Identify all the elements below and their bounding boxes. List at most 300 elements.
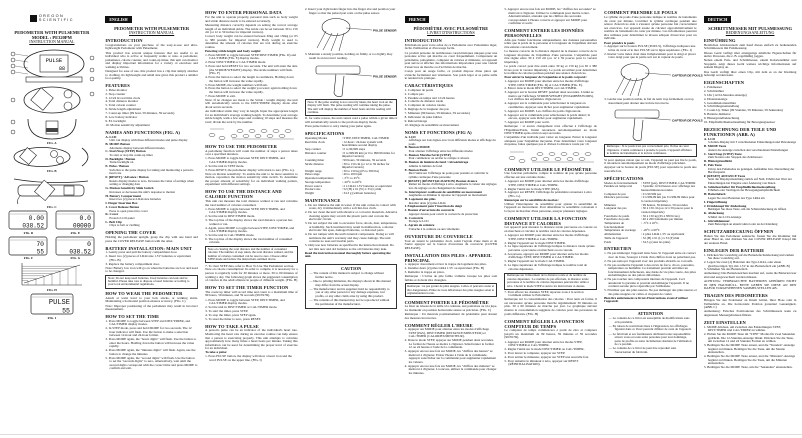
list-item: 8. Low battery indicator [105, 115, 138, 120]
paragraph: Remarque : si aucun changement n'est effectué à l'affichage de l'Enjambée/Poids, l'unité retournera automatiquement au mode DIST/TIMER après environ sept secondes. [504, 124, 597, 136]
list-item: 3. Uhr (12/24-Stunden-Anzeige) [703, 92, 747, 97]
pulse-sensor-label: CAPTEUR DE POULS [672, 118, 704, 123]
language-tab: ENGLISH [105, 16, 131, 23]
spec-label: Pendule en temps réel [604, 184, 633, 189]
item-description: Zum Starten oder Stoppen des Zeitmessers [707, 155, 763, 160]
lcd-line-2: 00000 [73, 222, 92, 230]
lcd-display [8, 210, 48, 230]
spec-row [305, 192, 398, 195]
note-box: Remarque : ne pas garder de piles usagées. Celles-ci peuvent couler et être dangereuses. Prière de vous débarrasser des piles usagées selon la réglementation locale. [405, 283, 498, 297]
manual-subtitle: LIVRET D'INSTRUCTIONS [427, 30, 475, 35]
spec-value: : 30 to 150 kg (65 to 380 lbs) [341, 168, 380, 173]
list-item: 2. Schrittzähler [703, 88, 724, 93]
subheading: K. Couvercle [404, 215, 424, 220]
list-item: 1. Compteur de pouls [404, 87, 433, 92]
paragraph: Appuyer sur le bouton de pouls (PULSE) pour reprendre le pouls une nouvelle fois. [604, 165, 697, 173]
spec-label: Pulse range [304, 172, 320, 177]
list-item: 10. Réglage de sensibilité au mouvement [404, 122, 459, 127]
section-heading: HOW TO TAKE A PULSE [205, 323, 259, 329]
battery-illustration [8, 146, 96, 168]
list-item: 5. Press MODE again, the "second digits" will flash. Use the button to set the "seconds digits" to zero. Alternatively, wait until the second digits correspond with the correct time and press MODE to confirm and exit. [105, 355, 198, 371]
figure-lcdpair [5, 210, 99, 235]
list-item: 7. Count-Up Timer (99 Stunden, 59 Minuten, 59 Sekunden) [703, 108, 783, 113]
paragraph: Une fonction pédomètre compte le nombre de pas qu'une personne effectue sur une certaine durée. [504, 171, 597, 179]
subheading: G. Interrupteur coulissant de sensibilité au mouvement [404, 189, 483, 194]
list-item: 5. To reset the timer to zero, press RESET. [205, 316, 262, 321]
figure-belt [5, 174, 99, 209]
brand-name [39, 15, 74, 22]
list-item: 3. To start the timer, press STEP. [205, 308, 249, 313]
spec-value: : STEP, DIST/TIMER, CAL/TIMER [341, 135, 389, 140]
spec-label: Operation temperature [304, 176, 334, 181]
lcd-figure-pair [5, 210, 99, 235]
paragraph: Remarque sur la consommation des calories : Pour tenir en forme, il est nécessaire qu'une personne marche régulièrement 30 minutes ou plus. 30 à 60 minutes de marche par jour. Le graphique suivant montre la consommation suggérée de calories pour des personnes de poids différents. (FIG. H) [504, 297, 597, 316]
item-description: Augmente ou diminue la réponse de l'appareil au mouvement [408, 193, 487, 198]
paragraph: Note: Improper positioning of the pedometer may result in incorrect measurement. [105, 303, 198, 312]
subheading: B. MODE Taste [703, 144, 727, 149]
spec-value: : 0 à 999,99 km (ou 0 à 999,99 miles pour la version impériale) [641, 195, 695, 203]
spec-label: Fourchette du pouls [604, 217, 630, 222]
lcd-figure [8, 236, 48, 261]
belt-wearing-illustration [8, 174, 96, 204]
list-item: 5. Only use new batteries as specified in the instruction manual. Do not mix new and old batteries as the old batteries may leak. [304, 243, 394, 251]
lcd-line-2: 88 [58, 66, 65, 73]
list-item: 1. Press MODE to toggle between STEP, DIST/TIMER, and CAL/TIMER display modes. [205, 206, 285, 215]
section-heading: HOW TO WEAR THE PEDOMETER [105, 291, 183, 297]
list-item: 2. Insérer votre index droit dans l'emplacement pour le doigt et placer votre doigt pour que la partie soit sur le capteur de pouls. [604, 51, 696, 60]
figure-caption: FIG. C [47, 204, 57, 209]
list-item: 2. Step counter [105, 91, 126, 96]
list-item: 4. Do not tamper with the unit's internal components. Doing so will terminate the unit's warranty and may cause damage. The unit contains no user-serviceable parts. [304, 232, 394, 244]
list-item: 3. Ne pas soumettre l'appareil à des excès de force, chocs, poussière, température ou humidité. Ce traitement pourrait entraîner un fonctionnement défectueux, une durée de vie plus courte, des piles endommagées ou des pièces déformées. [604, 262, 696, 278]
paragraph: If, for some reason, the unit cannot read a pulse within a given time it will automatically return to the previous display mode. [304, 116, 398, 124]
spec-value: : 52 (H) x 61 (W) x 33 (L) mm [341, 187, 382, 192]
list-item: 1. Press PULSE button, the display will show a heart icon and the word PULSE on the upper line. (FIG. I) [205, 354, 292, 362]
subheading: G. Motion Sensitivity Slide Switch [105, 186, 154, 191]
item-description: 3-Zeilen-Display mit 3 verschiedenen Einstellungen und Pulsanzeige [707, 140, 797, 145]
calorie-chart-illustration [12, 261, 92, 287]
list-item: 2. Legen Sie zwei (2) Batterien des Typs LR44, oder einen gleichwertigen Typ mit 1.5V in das Batteriefach ein (ABB. B) [703, 260, 790, 268]
lcd-line-2: 038.52 [22, 222, 45, 230]
paragraph: La mesure correcte de la distance dépend de la mesure correcte de la longueur moyenne de l'enjambée d'une personne. L'enjambée peut être réglée entre 30 à 150 cm (ou 12 à 59 pouces pour la version impériale). [504, 49, 597, 64]
spec-value: : 0 to 99,999 steps [341, 146, 366, 151]
list-item: 5. Betätigen Sie die MODE Taste, um die "Sekunden" einzustellen. [703, 364, 793, 369]
section-heading: ZEIT EINSTELLEN [703, 319, 746, 325]
lcd-line-1: PULSE [45, 57, 63, 65]
note-box: Remarque sur l'effacement de la distance totale et du nombre de calories dépensées : Le nombre de pas effectués, la distance totale parcourue et le nombre de calories dépensées peuvent être remis à zéro. Choisir le mode STEP et suivre les instructions ci-dessus. [504, 273, 597, 290]
manual-title: MODEL : PE320PM [31, 35, 72, 40]
subheading: Remarque sur la sensibilité de motion : [504, 197, 560, 202]
page-column-7 [601, 8, 704, 360]
section-heading: EINLEGEN DER BATTERIE [703, 247, 765, 253]
spec-value: : 34.3 g (without batteries) [341, 191, 376, 196]
figure-caption: FIG. H [47, 288, 57, 293]
subheading: E. Bouton Pouls [404, 167, 428, 172]
spec-label: Counting timer [304, 157, 325, 162]
subheading: A. LCD [105, 134, 117, 139]
section-heading: NOMS ET FONCTIONS (FIG A) [404, 129, 472, 135]
spec-label: Alimentation [604, 232, 621, 237]
caution-dash: — [309, 298, 314, 303]
spec-value: : Système 12/24 heures avec affichage des heures/minutes/secondes [641, 184, 696, 192]
section-heading: OUVERTURE DU COUVERCLE [404, 233, 473, 239]
item-description: Protège le LCD [408, 219, 429, 224]
page-column-5 [401, 8, 501, 376]
spec-label: Distance counter [304, 150, 327, 155]
paragraph: For the unit to operate properly, personal data such as body weight and stride distance needs to be entered accurately. [205, 15, 298, 23]
caution-item [609, 333, 693, 347]
figure-caption: FIG. I [47, 315, 57, 320]
list-item: 1. Do not immerse the unit in water. If the unit comes in contact with water, dry it immediately with a soft lint-free cloth. [304, 202, 396, 211]
subheading: K. Abdeckung [703, 211, 724, 216]
subheading: B. MODE Button [105, 142, 130, 146]
manual-subtitle: BEDIENUNGSANLEITUNG [725, 30, 775, 35]
subheading: Pour prendre le pouls [604, 40, 635, 45]
spec-label: Température de fonctionnement [604, 221, 625, 229]
item-description: Erhöhen oder Verringern der Bewegungsempfindlichkeit [707, 188, 781, 193]
list-item: 3. Pour lancer le compteur, appuyer sur STEP. [504, 350, 566, 355]
page-column-4 [301, 8, 401, 311]
list-item: 6. Schrittlängeneinstellung [703, 104, 740, 109]
figure-finger1 [305, 16, 398, 52]
caution-title: CAUTION [340, 266, 362, 272]
section-heading: COMMENT UTILISER LE PÉDOMÈTRE [504, 166, 592, 172]
paragraph: Dieses Gerät verfügt über einzigartige nützliche Eigenschaften für aktive Personen, die z. B. regelmäßig joggen. [703, 50, 797, 59]
list-item: 1. Press MODE to toggle between STEP, DIST/TIMER, and CAL/TIMER display modes. [205, 297, 285, 306]
figure-clip [5, 117, 99, 146]
subheading: Read the instruction manual thoroughly before operating the unit. [304, 250, 391, 259]
list-item: 5. Appuyer encore une fois sur MODE, les "chiffres des secondes" se mettront à clignoter. Utiliser la commande pour mettre à zéro. Alternativement, attendez que les chiffres des secondes correspondent à l'heure correcte et appuyer sur MODE pour confirmer et sortir. [504, 7, 596, 26]
list-item: 5. Set the unit in CAL/TIMER mode. [205, 232, 255, 237]
subheading: C. Start/Stop (STEP) Button [105, 149, 146, 154]
subheading: C. Bouton Marche/Arrêt [STEP] [404, 152, 451, 157]
spec-value: : 34,3 g (sans les piles) [641, 239, 671, 244]
item-description: Alternates display between different modes [109, 145, 165, 150]
subheading: J. Cover Release Button [105, 204, 140, 209]
list-item: 1. Ne pas immerger l'appareil dans l'eau. Si l'appareil entre en contact avec de l'eau, l'essuyer à l'aide d'un chiffon doux ne peluchant pas. [604, 251, 696, 259]
spec-label: Température de stockage [604, 228, 636, 233]
subheading: L. Agrafe de ceinture [404, 223, 435, 228]
pulse-sensor-label: CAPTEUR DE POULS [672, 73, 704, 78]
caution-text: Le contenu de ce livret ne peut être reproduit sans l'autorisation du fabricant. [612, 346, 677, 354]
section-heading: BATTERY INSTALLATION: MAIN UNIT [105, 245, 193, 251]
lcd-figure [55, 210, 95, 235]
page-column-6 [501, 8, 601, 367]
paragraph: Remarque : Un mauvais positionnement du pédomètre peut donner des mesures incorrectes. [404, 312, 498, 320]
spec-value: : STEP (pas), DIST/TIMER, CAL/TIMER [641, 180, 696, 185]
paragraph: Bringen Sie den Pedometer an Ihrem Gürtel, Ihrer Hose oder in Taillenhöhe an. Die horizontale Position garantiert Genauigkeit. (ABB. C) [703, 297, 797, 310]
subheading: I. Emplacement pour l'insertion du doigt [404, 204, 463, 209]
paragraph: L'enjambée d'un individu peut varier en longueur. Entrer la longueur adéquate pour l'enjambée moyenne. Pour déterminer votre longueur moyenne, faites quelques pas et divisez la distance totale par 10. [504, 135, 597, 147]
list-item: 7. Count-up timer (99 hour, 59 minutes, 59 seconds) [105, 111, 175, 116]
list-item: 3. Replace the battery compartment door. [105, 261, 160, 266]
list-item: 7. Minuteur (99 heures, 59 minutes, 59 secondes) [404, 111, 470, 116]
list-item: 4. Press the button to select the length in centimetre. Holding down the button will increase the value rapidly. [205, 75, 294, 83]
item-description: Pour commencer ou arrêter le compte à rebours [408, 156, 470, 161]
lcd-figure-pair [5, 236, 99, 261]
manual-title: PEDOMETER WITH PULSEMETER [114, 26, 190, 31]
spec-label: Weight range [304, 168, 322, 173]
paragraph: Remarque : L'icône de pile faible s'allume lorsque les piles sont faibles et doivent être changées. [404, 274, 498, 282]
caution-item [609, 347, 693, 354]
list-item: 2. Do not clean the unit with abrasive or corrosive materials. Abrasive cleaning agents may scratch the plastic parts and corrode the electronic circuit. [304, 210, 398, 222]
spec-value: : 30 to 150 cm (or 12 to 59 inches for imperial version) [341, 161, 390, 169]
lcd-line-1: 0.0 [79, 214, 92, 222]
lcd-line-2: 038.52 [69, 248, 92, 256]
list-item: 6. Press the button to select the weight you want; again holding down the button will increase the value rapidly. [205, 86, 297, 94]
language-tab: FRENCH [405, 16, 430, 23]
subheading: E. Puls Taste [703, 163, 722, 167]
list-item: 2. Régler l'appareil sur le mode DIST/TIMER. [504, 240, 566, 245]
lcd-display [55, 236, 95, 256]
subheading: L. Belt Clip [105, 219, 122, 224]
section-heading: HOW TO USE THE PEDOMETER [205, 143, 277, 149]
caution-dash: — [608, 346, 613, 351]
pulse-lcd-display [30, 293, 74, 315]
figure-caption: FIG. A [47, 141, 57, 146]
spec-row [604, 241, 697, 244]
list-item: 3. Garder une position stable, le fait de tenir trop fermement ou trop doucement peut donner une lecture incorrecte. [604, 97, 694, 105]
paragraph: Le compteur de temps commencera à partir de zéro et comptera jusqu'à un maximum de 99 heures, 59 minutes et 59 secondes (99:59:59). [504, 328, 597, 340]
list-item: 5. Appuyer sur MODE. Les chiffres du poids clignoteront. [504, 108, 582, 113]
caution-item [309, 288, 393, 299]
paragraph: Note: Battery low icon will go on when the batteries are low and need to be changed. [105, 265, 198, 274]
section-heading: INTRODUCTION [404, 37, 442, 43]
item-description: Legen Sie zwei Batterien des Typs LR44 ein [707, 195, 765, 200]
item-description: Switches to the pulse display for taking and monitoring a person's heart rate [109, 167, 194, 176]
list-item: 1. Gently press and pull the battery compartment door. [105, 250, 178, 255]
section-heading: MAINTENANCE [304, 198, 341, 204]
item-description: Protects LCD panel [109, 215, 135, 220]
list-item: 4. Press MODE again, the "minutes digits" will flash. Again, use the button to change the minutes. [105, 348, 196, 356]
list-item: 5. Régler l'appareil sur le mode CAL/TIMER. [504, 259, 565, 264]
spec-label: Stride distance [304, 161, 324, 166]
figure-device [5, 46, 99, 84]
spec-label: Step counter [304, 146, 321, 151]
caution-box [604, 309, 697, 358]
pulse-sensor-label: PULSE SENSOR [373, 28, 397, 33]
list-item: 3. The top line of the display shows the total distance a person has walked or ran. [205, 218, 293, 226]
figure-finger2 [604, 106, 704, 142]
device-open-illustration [8, 85, 96, 115]
item-description: Met l'unité sur l'affichage de pouls pour prendre et contrôler le rythme cardiaque d'une personne [408, 171, 489, 179]
caution-text: En raison de restrictions liées à l'impression, les affichages figurant dans ce livret peuvent différer de ceux de l'appareil. [612, 323, 692, 332]
subheading: A. LCD [404, 134, 416, 139]
list-item: 1. Press MODE to toggle between STEP, DIST/TIMER, and CAL/TIMER display modes. [205, 156, 285, 164]
lcd-line-2: 55 [61, 307, 70, 315]
caution-text: Due to printing limitation, the displays shown in this manual may differ from the actual display. [313, 279, 391, 287]
list-item: 1. Pulsmesser [703, 84, 722, 89]
lcd-line-1: 0.00 [29, 214, 45, 222]
spec-value: : -5°C to 45°C [341, 176, 361, 181]
manual-title: PEDOMETER WITH PULSEMETER [14, 30, 90, 35]
list-item: 8. Batterie-Indikator [703, 112, 731, 117]
figure-battery [5, 146, 99, 173]
list-item: 5. Press MODE, the weight numbers will flash. [205, 82, 268, 87]
section-heading: COMMENT UTILISER LA FONCTION DISTANCE ET CALORIES [504, 215, 587, 226]
subheading: H. Battery Compartment [105, 193, 141, 198]
list-item: 3. Press MODE again, the "hours digits" will flash. Use the button to enter the hours. Holding down the button will increase the value rapidly. [105, 337, 197, 349]
paragraph: Anmerkung: Falsches Positionieren des Schrittmessers kann zu ungenauen Messergebnissen führen. [703, 309, 797, 317]
spec-label: Weight [304, 191, 314, 196]
spec-label: Real time clock [304, 139, 325, 144]
spec-value: : 52 (H) x 61 (L) x 33 (P) mm [641, 235, 680, 240]
list-item: 1. Appuyer sur le bouton PULSE (POULS), l'affichage indiquera une icône de cœur et le mot PULSE sur la ligne supérieure. (FIG. I) [604, 44, 696, 52]
paragraph: Note on calorie consumption: In order to compile, it is necessary for a person to regularly walk for 30 minutes or more. 30 to 60 minutes of walking a day. The following graph shows the suggested consumption of calories in the adult alliance in people of different weight. (FIG. H) [205, 267, 298, 283]
stride-illustration [206, 125, 296, 141]
section-heading: COMMENT RÉGLER LA FONCTION COMPTEUR DE TEMPS [504, 318, 584, 329]
spec-label: Compteur de pas [604, 191, 626, 196]
list-item: 1. MODE drücken, um zwischen den Einstellungen STEP, DIST/TIMER und CAL/TIMER zu wählen. [703, 324, 781, 333]
manual-subtitle: INSTRUCTION MANUAL [29, 39, 75, 44]
subheading: F. [RESET] / Advance / Button [105, 175, 149, 180]
paragraph: Utiliser l'interrupteur de sensibilité pour ajuster la sensibilité de l'appareil au mouvement. Pour déterminer la sensibilité convenant à la façon de marcher d'une personne, essayer plusieurs réglages. [504, 201, 597, 213]
paragraph: Press pulse button to retry taking your pulse again. [304, 124, 372, 129]
list-item: 3. La ligne supérieure de l'affichage indique la distance totale qu'une personne a parcourue en marchant ou en courant. [504, 244, 595, 253]
finger-insertion-illustration [306, 16, 396, 52]
item-description: Zum Befestigen an einem Gürtel oder an der Kleidung [707, 222, 778, 227]
item-description: S'attache à la ceinture ou aux vêtements [408, 226, 460, 231]
section-heading: INSTALLATION DES PILES : APPAREIL PRINCIPAL [404, 252, 492, 263]
paragraph: Félicitations pour votre achat de ce Pédomètre avec Pulsomètre léger, facile d'utilisation et d'un usage facile. [404, 42, 498, 51]
list-item: 2. Dans le mode STEP, appuyer sur MODE pendant deux secondes. Le format de l'heure se mettra à clignoter. Sélectionner le format 12 ou 24 heures à l'aide de la commande. [404, 338, 494, 350]
caution-dash: — [608, 316, 613, 321]
list-item: 5. Pour remettre le minuteur à zéro, appuyer sur RESET (RÉINITIALISATION). [504, 358, 579, 367]
section-heading: HOW TO SET THE TIMER FUNCTION [205, 285, 289, 291]
section-heading: HOW TO SET THE TIME [105, 314, 160, 320]
list-item: 1. Appuyer sur MODE pour alterner entre les modes d'affichage STEP, DIST/TIMER et CAL/TIMER. [504, 179, 589, 187]
paragraph: Tout en tenant le pédomètre droit, saisir l'agrafe d'une main et de l'autre appuyer sur le bouton d'ouverture du couvercle (COVER RELEASE). [404, 238, 498, 250]
page-column-3 [202, 8, 302, 362]
page-column-8 [700, 8, 800, 370]
page-column-2 [102, 8, 202, 371]
finger-position-illustration [306, 62, 396, 98]
brand-logo [5, 10, 99, 28]
item-description: Remet les modes d'affichage à zéro. Augmente la valeur des réglages lors du réglage ou du changement de données [408, 182, 497, 190]
item-description: Resets display modes to zero. Increases the value of settings when setting or changing data [109, 178, 194, 187]
lcd-figure [8, 210, 48, 235]
section-heading: NAMES AND FUNCTIONS (FIG. A) [105, 129, 181, 135]
caution-dash: — [608, 323, 613, 328]
list-item: 4. Distanzanzeige [703, 96, 728, 101]
list-item: 4. Appuyer encore une fois sur MODE, les "chiffres des minutes" se mettront à clignoter. Là encore, utiliser la commande pour changer les minutes. [404, 363, 497, 375]
item-description: Um in den Pulsmodus zu gelangen. Aufnahme bzw. Darstellung der Herzfrequenz [707, 166, 795, 175]
caution-dash: — [608, 331, 613, 336]
list-item: 7. Press MODE to exit. [205, 93, 236, 98]
spec-value: : -20°C to 60°C [341, 179, 362, 184]
figure-back [5, 85, 99, 115]
item-description: Affichage sur trois lignes avec trois différents modes et affichage du pouls [408, 138, 496, 146]
list-item: 3. Maintain a steady position, holding on firmly or too lightly may result in an incorrect reading. [304, 52, 393, 61]
subheading: F. [RESET] ADVANCE Taste [703, 173, 746, 178]
list-item: 2. Régler l'unité sur le mode STEP (PAS). [504, 186, 560, 191]
list-item: 9. Rétroéclairage [404, 118, 428, 123]
list-item: 7. Appuyer sur MODE pour sortir. [504, 120, 550, 125]
list-item: 2. Insert your right index finger into the finger slot and position your finger so that the pulsed part rests on the pulse sensor. [304, 7, 396, 15]
caution-item [309, 299, 393, 306]
figure-stride [205, 125, 298, 141]
spec-label: Modes de fonctionnement [604, 180, 638, 185]
oregon-scientific-logo-mark [30, 15, 37, 22]
list-item: 3. Schließen Sie das Batteriefach. [703, 267, 749, 272]
item-description: Ändert die Anzeige zwischen den verschiedenen Einstellungen [707, 147, 789, 152]
section-heading: CARACTÉRISTIQUES [404, 83, 453, 89]
list-item: 3. Appuyer encore une fois sur MODE, les "chiffres des heures" se mettront à clignoter. Entrer l'heure à l'aide de la commande. Appuyer sans lâcher sur la commande pour augmenter rapidement les valeurs. [404, 349, 497, 364]
paragraph: A person's pulse can be an indicator of the individual's heart rate. Monitoring the heart rate during an exercise routine can help ensure that a person is exercising properly. This unit attempts to calculate approximately how many times a heart beats per minute. Taking this information can be used for determining the proper level of exercise for an individual. [205, 328, 298, 351]
lcd-display [8, 236, 48, 256]
item-description: Schützt das LCD-Anzeige [707, 214, 742, 219]
manual-title: SCHRITTMESSER MIT PULSMESSUNG [708, 26, 792, 31]
list-item: 10. Empfindlichkeitseinstellung für Bewegungssensor [703, 119, 776, 124]
paragraph: The count up timer will record time and count to a maximum time of 99 hours, 59 minutes, and 59 seconds (99:59:59). [205, 289, 298, 298]
list-item: 6. Réglage de la longueur des pas [404, 107, 449, 112]
paragraph: Halten Sie den Pedometer senkrecht, fassen Sie die Klammer mit einer Hand an, und drücken Sie den COVER RELEASE Knopf mit der anderen Hand. [703, 233, 797, 245]
subheading: H. Logement des piles [404, 196, 436, 201]
spec-value: : 0 à 99 999 pas [641, 191, 662, 196]
caution-dash: — [309, 286, 314, 291]
list-item: 1. Press MODE to toggle between STEP/DIST/TIMER (FIG. D) and CAL/TIMER (FIG. E) display modes. [205, 52, 297, 61]
paragraph: Note on motion sensitivity: To enable the unit to be more sensitive to motion, reposition the motion sensitivity slide switch. To determine the proper amount of sensitivity for an individual walking pattern, experiment with different settings. [205, 171, 298, 187]
paragraph: This product has several unique features that are useful to an individual who is active or frequently walks or runs. A pedometer, pulsemeter, calorie counter, and count-up timer, this unit can monitor and display important information for a variety of exercises and walking activities. [105, 50, 198, 69]
spec-value: : 2 piles LR44 1,5V ou équivalent [641, 232, 685, 237]
list-item: 1. Pulse monitor [105, 87, 128, 92]
figure-finger1 [604, 61, 704, 97]
device-front-illustration [8, 46, 96, 84]
note-box: Note: If the pulse reading is not correctly taken, the heart icon on the display will flash. The pulse reading will continue taking the pulse. The unit will display the number of heart beats and the reading will continue. [305, 99, 398, 116]
figure-finger2 [305, 62, 398, 98]
subheading: B. Bouton MODE [404, 145, 430, 150]
lcd-display [55, 210, 95, 230]
stride-illustration [506, 148, 596, 164]
subheading: J. Drückknopf für Abdeckung [703, 203, 747, 208]
list-item: 7. Pour effacer les données STEP, reportez-vous à la section Comment utiliser le Pédomètre. [504, 289, 584, 298]
spec-value: : 30 à 150 cm (ou 12 à 59 pouces pour la version impériale) [641, 206, 694, 214]
subheading: K. Cover [105, 212, 119, 217]
language-tab: DEUTSCH [704, 16, 731, 23]
page-edge [0, 434, 802, 435]
list-item: 9. EL backlight [105, 118, 126, 123]
item-description: Installer deux (2) piles LR44 [408, 200, 446, 205]
section-heading: INTRODUCTION [105, 37, 143, 43]
figure-caption: FIG. F [23, 256, 34, 261]
list-item: 2. Set the unit in STEP mode. [205, 163, 245, 168]
caution-text: Le contenu de ce livret est susceptible de modifications sans avis préalable. [612, 316, 690, 324]
spec-value: : 12-hour / 24-hour system with hour/minute second display [341, 139, 383, 148]
caution-text: The manufacturer and its suppliers hold no responsibility to you or any other person for any damage expenses, lost profits, or any other claim arise by using this product. [313, 286, 390, 298]
list-item: 4. Appuyer sur la commande pour sélectionner la longueur en centimètres. Appuyer sans lâcher pour augmenter rapidement. [504, 101, 591, 109]
subheading: D. Bouton de lumière de fond / rétroéclairage [404, 160, 469, 165]
section-heading: SPÉCIFICATIONS [604, 175, 644, 181]
list-item: 2. Compte pas [404, 91, 424, 96]
caution-dash: — [309, 271, 314, 276]
list-item: 2. Régler l'unité sur le mode DIST/TIMER ou CAL/TIMER. [504, 347, 585, 352]
subheading: D. Hintergrundlicht [703, 159, 733, 164]
subheading: D. Backlight / Button [105, 156, 136, 161]
list-item: 3. Betätigen Sie die MODE Taste erneut, und die "Stunden"-Anzeige beginnt zu blinken. Betätigen Sie die Taste, um die Stunde einzustellen. [703, 342, 795, 355]
pulse-sensor-label: PULSE SENSOR [373, 74, 397, 79]
section-heading: TRAGEN DES PEDOMETERS [703, 293, 768, 299]
subheading: E. Pulse / Button [105, 164, 129, 169]
note-box: Note on clearing the total distance and the number of consumed calories: The number of step taken, the total distance walked, and the number of calories consumed can be reset to zero. Choose either STEP mode and follow the instructions outlined above. [205, 246, 298, 263]
item-description: Clips to belt or clothing [109, 223, 140, 228]
list-item: 10. Motion sensitivity adjustment [105, 122, 150, 127]
note-box: Remarque : Si le pouls n'est pas correctement pris, l'icône de cœur clignotera. L'unité continuera à prendre le pouls. L'appareil affichera le nombre de battements et la lecture continuera. [604, 144, 697, 158]
item-description: Turns backlight on [109, 160, 134, 165]
list-item: 3. Appuyer sur le bouton RESET pendant deux secondes. L'unité se mettra sur l'affichage STRIDE/WEIGHT (ENJAMBÉE/POIDS). Les chiffres des enjambées clignoteront. [504, 90, 594, 102]
list-item: 4. To stop the timer, press STEP again. [205, 312, 257, 317]
spec-label: Fourchette de poids [604, 213, 630, 218]
item-description: Insert two (2) pieces LR44 size batteries [109, 197, 161, 202]
